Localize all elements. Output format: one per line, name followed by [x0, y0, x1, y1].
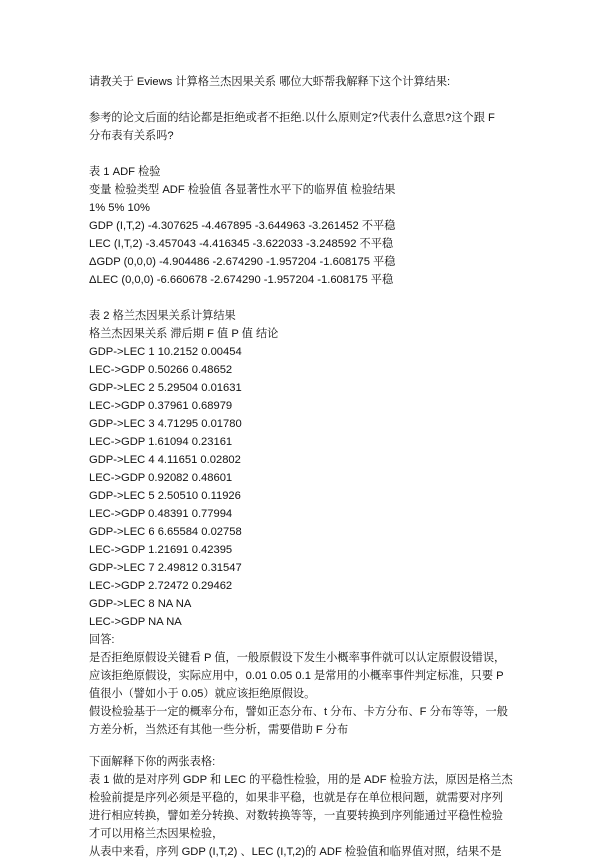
question-title: 请教关于 Eviews 计算格兰杰因果关系 哪位大虾帮我解释下这个计算结果: — [89, 76, 451, 88]
table2-row: GDP->LEC 7 2.49812 0.31547 — [89, 562, 242, 574]
table2-row: LEC->GDP 0.50266 0.48652 — [89, 364, 233, 376]
spacer — [89, 739, 514, 753]
table2-row: LEC->GDP 2.72472 0.29462 — [89, 580, 233, 592]
table1-row: LEC (I,T,2) -3.457043 -4.416345 -3.622033 -3.248592 不平稳 — [89, 238, 394, 250]
table2-row: GDP->LEC 1 10.2152 0.00454 — [89, 346, 242, 358]
explain-line: 才可以用格兰杰因果检验， — [89, 828, 224, 840]
table2-row: GDP->LEC 3 4.71295 0.01780 — [89, 418, 242, 430]
table2-header: 格兰杰因果关系 滞后期 F 值 P 值 结论 — [89, 328, 279, 340]
explain-line: 检验前提是序列必须是平稳的，如果非平稳，也就是存在单位根问题，就需要对序列 — [89, 792, 503, 804]
table2-row: GDP->LEC 5 2.50510 0.11926 — [89, 490, 241, 502]
answer-line: 应该拒绝原假设，实际应用中，0.01 0.05 0.1 是常用的小概率事件判定标准，只要 P — [89, 670, 504, 682]
answer-line: 是否拒绝原假设关键看 P 值，一般原假设下发生小概率事件就可以认定原假设错误， — [89, 652, 506, 664]
table1-caption: 表 1 ADF 检验 — [89, 166, 161, 178]
document-page — [89, 73, 514, 861]
table2-row: GDP->LEC 2 5.29504 0.01631 — [89, 382, 242, 394]
question-body-line: 分布表有关系吗? — [89, 130, 174, 142]
table2-row: LEC->GDP NA NA — [89, 616, 182, 628]
spacer — [89, 145, 514, 163]
table1-header: 变量 检验类型 ADF 检验值 各显著性水平下的临界值 检验结果 — [89, 184, 396, 196]
explain-line: 下面解释下你的两张表格: — [89, 756, 216, 768]
answer-line: 方差分析，当然还有其他一些分析，需要借助 F 分布 — [89, 724, 349, 736]
table2-row: LEC->GDP 1.61094 0.23161 — [89, 436, 233, 448]
answer-label: 回答: — [89, 634, 115, 646]
table2-row: LEC->GDP 0.48391 0.77994 — [89, 508, 233, 520]
table2-caption: 表 2 格兰杰因果关系计算结果 — [89, 310, 236, 322]
spacer — [89, 91, 514, 109]
table2-row: LEC->GDP 0.92082 0.48601 — [89, 472, 233, 484]
explain-line: 进行相应转换，譬如差分转换、对数转换等等，一直要转换到序列能通过平稳性检验 — [89, 810, 503, 822]
table1-row: GDP (I,T,2) -4.307625 -4.467895 -3.644963 -3.261452 不平稳 — [89, 220, 396, 232]
question-body-line: 参考的论文后面的结论都是拒绝或者不拒绝.以什么原则定?代表什么意思?这个跟 F — [89, 112, 495, 124]
table2-row: GDP->LEC 4 4.11651 0.02802 — [89, 454, 241, 466]
explain-line: 表 1 做的是对序列 GDP 和 LEC 的平稳性检验，用的是 ADF 检验方法，原因是格兰杰 — [89, 774, 513, 786]
table1-row: ΔLEC (0,0,0) -6.660678 -2.674290 -1.957204 -1.608175 平稳 — [89, 274, 394, 286]
table2-row: GDP->LEC 6 6.65584 0.02758 — [89, 526, 242, 538]
answer-line: 值很小（譬如小于 0.05）就应该拒绝原假设。 — [89, 688, 316, 700]
table2-row: LEC->GDP 0.37961 0.68979 — [89, 400, 233, 412]
table2-row: GDP->LEC 8 NA NA — [89, 598, 192, 610]
explain-line: 从表中来看，序列 GDP (I,T,2) 、LEC (I,T,2)的 ADF 检验值和临界值对照，结果不是 — [89, 846, 502, 858]
answer-line: 假设检验基于一定的概率分布，譬如正态分布、t 分布、卡方分布、F 分布等等，一般 — [89, 706, 508, 718]
table1-levels: 1% 5% 10% — [89, 202, 150, 214]
spacer — [89, 289, 514, 307]
table1-row: ΔGDP (0,0,0) -4.904486 -2.674290 -1.957204 -1.608175 平稳 — [89, 256, 396, 268]
table2-row: LEC->GDP 1.21691 0.42395 — [89, 544, 233, 556]
